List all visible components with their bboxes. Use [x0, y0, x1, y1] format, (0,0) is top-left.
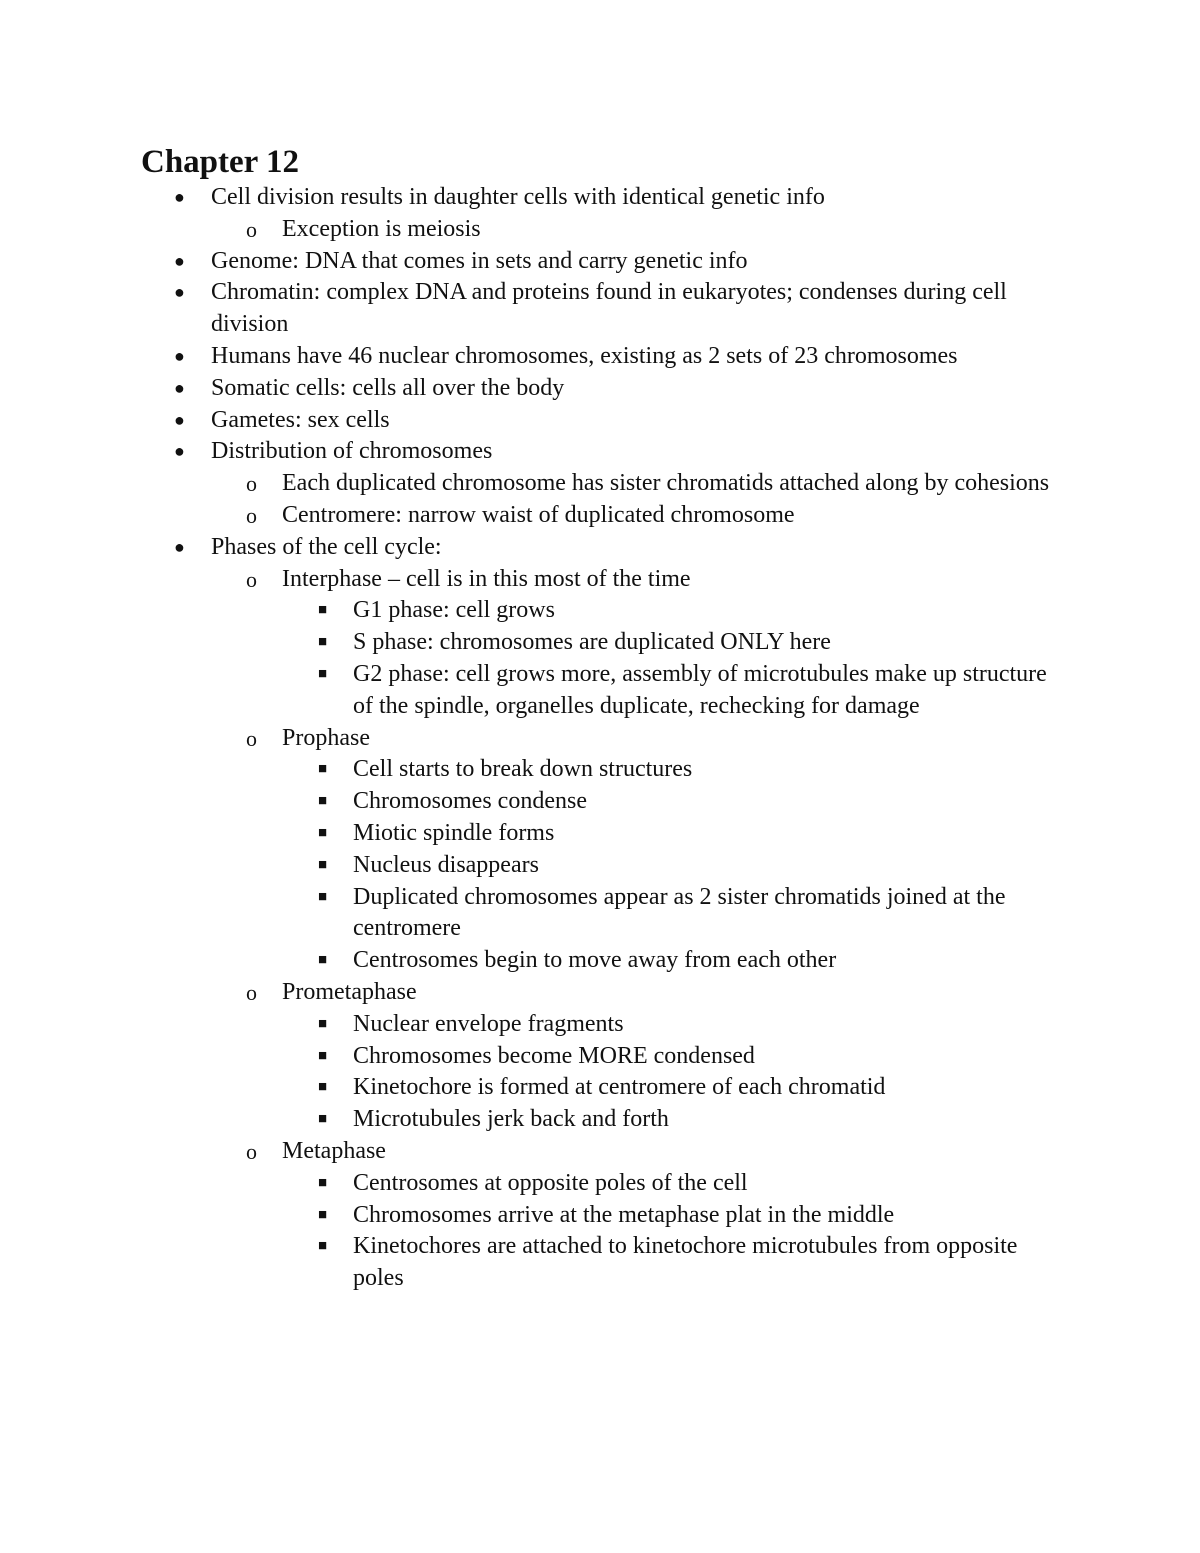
list-item — [0, 945, 1200, 977]
bullet-square-icon: ■ — [318, 1015, 328, 1032]
bullet-dot-icon: ● — [174, 377, 185, 398]
notes-list — [0, 182, 1200, 1295]
list-item-text: Nuclear envelope fragments — [353, 1010, 624, 1037]
bullet-square-icon: ■ — [318, 1079, 328, 1096]
list-item-text: Centrosomes at opposite poles of the cell — [353, 1169, 748, 1196]
bullet-square-icon: ■ — [318, 1238, 328, 1255]
bullet-dot-icon: ● — [174, 282, 185, 303]
list-item — [0, 564, 1200, 596]
list-item-text: Exception is meiosis — [282, 215, 481, 242]
list-item-text: Prophase — [282, 724, 370, 751]
list-item — [0, 277, 1200, 341]
list-item — [0, 532, 1200, 564]
bullet-dot-icon: ● — [174, 441, 185, 462]
list-item — [0, 405, 1200, 437]
list-item-text: Cell starts to break down structures — [353, 756, 693, 783]
bullet-dot-icon: ● — [174, 187, 185, 207]
list-item — [0, 246, 1200, 278]
bullet-circle-icon: o — [246, 979, 257, 1005]
list-item — [0, 500, 1200, 532]
list-item-text: Humans have 46 nuclear chromosomes, existing as 2 sets of 23 chromosomes — [211, 342, 958, 369]
bullet-square-icon: ■ — [318, 634, 328, 651]
list-item-text: Miotic spindle forms — [353, 819, 555, 846]
list-item-text: G2 phase: cell grows more, assembly of microtubules make up structure of the spindle, organelles duplicate, rechecking for damage — [353, 660, 1047, 719]
list-item — [0, 659, 1200, 723]
list-item-text: Chromosomes arrive at the metaphase plat in the middle — [353, 1201, 895, 1228]
list-item-text: Nucleus disappears — [353, 851, 539, 878]
list-item-text: Kinetochores are attached to kinetochore microtubules from opposite poles — [353, 1233, 1018, 1292]
list-item-text: Phases of the cell cycle: — [211, 533, 442, 560]
page-title: Chapter 12 — [141, 144, 299, 180]
list-item — [0, 436, 1200, 468]
list-item — [0, 786, 1200, 818]
bullet-square-icon: ■ — [318, 1174, 328, 1191]
bullet-square-icon: ■ — [318, 665, 328, 682]
bullet-circle-icon: o — [246, 502, 257, 528]
list-item — [0, 1200, 1200, 1232]
bullet-dot-icon: ● — [174, 536, 185, 557]
list-item — [0, 754, 1200, 786]
bullet-square-icon: ■ — [318, 793, 328, 810]
list-item — [0, 1041, 1200, 1073]
bullet-dot-icon: ● — [174, 409, 185, 430]
list-item — [0, 373, 1200, 405]
list-item — [0, 1104, 1200, 1136]
bullet-circle-icon: o — [246, 725, 257, 751]
bullet-square-icon: ■ — [318, 952, 328, 969]
bullet-square-icon: ■ — [318, 1047, 328, 1064]
list-item-text: G1 phase: cell grows — [353, 597, 555, 624]
list-item-text: Prometaphase — [282, 978, 417, 1005]
bullet-square-icon: ■ — [318, 1111, 328, 1128]
bullet-circle-icon: o — [246, 1138, 257, 1164]
list-item-text: Genome: DNA that comes in sets and carry genetic info — [211, 247, 748, 274]
list-item — [0, 1168, 1200, 1200]
list-item — [0, 850, 1200, 882]
bullet-square-icon: ■ — [318, 824, 328, 841]
list-item — [0, 341, 1200, 373]
list-item-text: Somatic cells: cells all over the body — [211, 374, 565, 401]
list-item — [0, 595, 1200, 627]
list-item — [0, 723, 1200, 755]
list-item — [0, 1009, 1200, 1041]
bullet-square-icon: ■ — [318, 888, 328, 905]
list-item-text: Chromosomes become MORE condensed — [353, 1042, 755, 1069]
bullet-circle-icon: o — [246, 471, 257, 497]
list-item — [0, 1231, 1200, 1295]
list-item-text: Microtubules jerk back and forth — [353, 1106, 669, 1133]
list-item-text: Interphase – cell is in this most of the time — [282, 565, 691, 592]
list-item-text: S phase: chromosomes are duplicated ONLY here — [353, 629, 831, 656]
list-item-text: Centrosomes begin to move away from each other — [353, 947, 837, 974]
bullet-square-icon: ■ — [318, 1206, 328, 1223]
list-item-text: Chromosomes condense — [353, 788, 587, 815]
list-item — [0, 627, 1200, 659]
list-item — [0, 1072, 1200, 1104]
bullet-circle-icon: o — [246, 566, 257, 592]
list-item-text: Metaphase — [282, 1137, 386, 1164]
list-item — [0, 182, 1200, 214]
list-item — [0, 1136, 1200, 1168]
list-item — [0, 882, 1200, 946]
list-item — [0, 818, 1200, 850]
bullet-square-icon: ■ — [318, 761, 328, 778]
list-item-text: Gametes: sex cells — [211, 406, 390, 433]
list-item-text: Distribution of chromosomes — [211, 438, 493, 465]
bullet-square-icon: ■ — [318, 856, 328, 873]
list-item-text: Each duplicated chromosome has sister chromatids attached along by cohesions — [282, 470, 1050, 497]
list-item — [0, 468, 1200, 500]
list-item-text: Centromere: narrow waist of duplicated chromosome — [282, 501, 795, 528]
list-item-text: Cell division results in daughter cells with identical genetic info — [211, 184, 825, 210]
list-item-text: Chromatin: complex DNA and proteins found in eukaryotes; condenses during cell division — [211, 279, 1007, 338]
list-item — [0, 977, 1200, 1009]
bullet-dot-icon: ● — [174, 250, 185, 271]
list-item — [0, 214, 1200, 246]
list-item-text: Duplicated chromosomes appear as 2 sister chromatids joined at the centromere — [353, 883, 1006, 942]
bullet-circle-icon: o — [246, 216, 257, 242]
bullet-dot-icon: ● — [174, 345, 185, 366]
list-item-text: Kinetochore is formed at centromere of each chromatid — [353, 1074, 886, 1101]
bullet-square-icon: ■ — [318, 602, 328, 619]
